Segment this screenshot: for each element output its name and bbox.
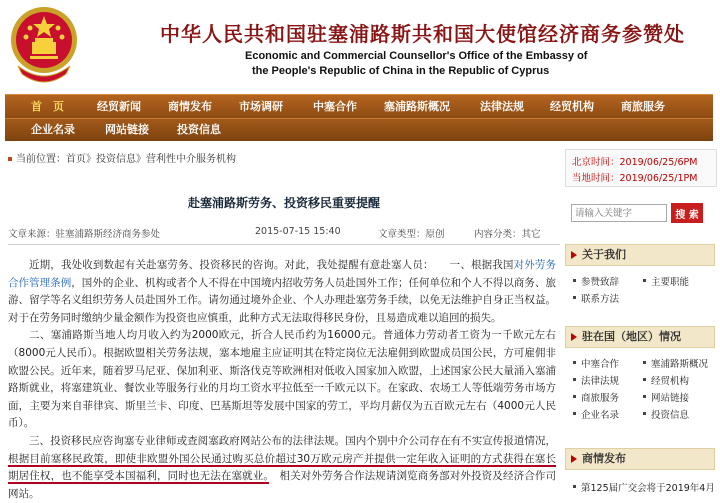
dot-icon	[573, 395, 576, 398]
dot-icon	[573, 296, 576, 299]
p3-highlighted-text: 根据目前塞移民政策，即使非欧盟外国公民通过购买总价超过30万欧元房产并提供一定年收入证明的方式获得在塞长期居住权，也不能享受本国福利，同时也无法在塞就业。	[8, 452, 556, 483]
p3-text-b: 相关对外劳务合作法规请浏览商务部对外投资及经济合作司网站。	[8, 470, 557, 500]
resident-title: 驻在国（地区）情况	[582, 330, 681, 343]
about-link-label: 参赞致辞	[581, 277, 620, 288]
about-link-counsellor[interactable]	[573, 274, 619, 288]
news-panel-header	[565, 448, 715, 470]
article-type: 文章类型：原创	[378, 229, 445, 240]
nav-market-research[interactable]: 市场调研	[239, 100, 283, 113]
resident-link-label: 法律法规	[581, 376, 620, 387]
article-body	[8, 257, 556, 503]
dot-icon	[573, 378, 576, 381]
article-source: 文章来源：驻塞浦路斯经济商务参处	[8, 229, 161, 240]
news-item[interactable]	[573, 480, 715, 494]
search-input[interactable]	[571, 204, 667, 222]
article-category: 内容分类：其它	[474, 229, 541, 240]
resident-link-cooperation[interactable]	[573, 356, 619, 370]
dot-icon	[573, 412, 576, 415]
nav-investment-info[interactable]: 投资信息	[177, 123, 221, 136]
news-item-label: 第125届广交会将于2019年4月	[581, 483, 715, 494]
resident-link-label: 网站链接	[651, 393, 690, 404]
dot-icon	[643, 361, 646, 364]
nav-cooperation[interactable]: 中塞合作	[313, 100, 357, 113]
resident-link-label: 经贸机构	[651, 376, 690, 387]
about-link-functions[interactable]	[643, 274, 689, 288]
breadcrumb	[8, 150, 236, 165]
meta-divider	[8, 244, 560, 245]
nav-company-directory[interactable]: 企业名录	[31, 123, 75, 136]
p1-text-a: 近期，我处收到数起有关赴塞劳务、投资移民的咨询。对此，我处提醒有意赴塞人员： 一、根据我国	[29, 259, 514, 271]
beijing-time: 北京时间：2019/06/25/6PM	[572, 157, 698, 168]
article-title: 赴塞浦路斯劳务、投资移民重要提醒	[187, 196, 380, 210]
right-sidebar	[565, 146, 715, 500]
nav-trade-news[interactable]: 经贸新闻	[97, 100, 141, 113]
about-link-label: 主要职能	[651, 277, 690, 288]
resident-link-label: 商旅服务	[581, 393, 620, 404]
arrow-bullet-icon	[571, 455, 577, 463]
resident-link-directory[interactable]	[573, 407, 619, 421]
about-link-label: 联系方法	[581, 294, 620, 305]
nav-business-info[interactable]: 商情发布	[168, 100, 212, 113]
nav-home[interactable]: 首 页	[31, 100, 64, 113]
main-nav-row2	[5, 118, 713, 141]
resident-link-label: 企业名录	[581, 410, 620, 421]
article-paragraph-2: 二、塞浦路斯当地人均月收入约为2000欧元，折合人民币约为16000元。普通体力劳动者工资为一千欧元左右（8000元人民币）。根据欧盟相关劳务法规，塞本地雇主应证明其在特定岗位无法雇佣到欧盟成员国公民，方可雇佣非欧盟公民。近年来，随着罗马尼亚、保加利亚、斯洛伐克等欧洲相对低收入国家加入欧盟，上述国家公民大量涌入塞浦路斯就业，将塞建筑业、餐饮业等服务行业的月均工资水平拉低至一千欧元以下。在家政、农场工人等低端劳务市场方面，主要为来自菲律宾、斯里兰卡、印度、巴基斯坦等发展中国家的劳工，平均月薪仅为五百欧元左右（4000元人民币）。	[8, 329, 556, 430]
site-header	[0, 0, 720, 92]
search-button[interactable]: 搜 索	[671, 203, 703, 223]
article-main	[8, 168, 560, 500]
dot-icon	[573, 279, 576, 282]
dot-icon	[573, 485, 576, 488]
dot-icon	[573, 361, 576, 364]
nav-travel-services[interactable]: 商旅服务	[621, 100, 665, 113]
arrow-bullet-icon	[571, 333, 577, 341]
nav-cyprus-overview[interactable]: 塞浦路斯概况	[384, 100, 450, 113]
dot-icon	[643, 395, 646, 398]
resident-panel-header	[565, 326, 715, 348]
news-title: 商情发布	[582, 452, 626, 465]
arrow-bullet-icon	[571, 251, 577, 259]
article-paragraph-3	[8, 433, 556, 503]
about-title: 关于我们	[582, 248, 626, 261]
nav-site-links[interactable]: 网站链接	[105, 123, 149, 136]
article-paragraph-1	[8, 257, 556, 327]
resident-link-label: 投资信息	[651, 410, 690, 421]
site-title-en-line1: Economic and Commercial Counsellor's Office of the Embassy of	[245, 50, 588, 62]
time-box	[565, 149, 717, 187]
resident-link-label: 中塞合作	[581, 359, 620, 370]
national-emblem-icon	[8, 4, 80, 88]
resident-link-agencies[interactable]	[643, 373, 689, 387]
nav-trade-agencies[interactable]: 经贸机构	[550, 100, 594, 113]
site-title-en-line2: the People's Republic of China in the Republic of Cyprus	[252, 65, 550, 77]
article-date: 2015-07-15 15:40	[255, 226, 341, 237]
about-panel-header	[565, 244, 715, 266]
main-nav-row1	[5, 94, 713, 119]
resident-link-sites[interactable]	[643, 390, 689, 404]
about-link-contact[interactable]	[573, 291, 619, 305]
dot-icon	[643, 279, 646, 282]
dot-icon	[643, 412, 646, 415]
local-time: 当地时间：2019/06/25/1PM	[572, 173, 698, 184]
breadcrumb-marker-icon	[8, 157, 12, 161]
regulation-link[interactable]: 对外劳务合作管理条例	[8, 259, 557, 289]
resident-link-travel[interactable]	[573, 390, 619, 404]
nav-laws[interactable]: 法律法规	[480, 100, 524, 113]
resident-link-investment[interactable]	[643, 407, 689, 421]
p1-text-b: ，国外的企业、机构或者个人不得在中国境内招收劳务人员赴国外工作；任何单位和个人不得以商务、旅游、留学等名义组织劳务人员赴国外工作。请勿通过境外企业、个人办理赴塞劳务手续，以免无法维护自身正当权益。对于在劳务同时缴纳少量金额作为投资也应慎重，此种方式无法取得移民身份，且易造成难以追回的损失。	[8, 276, 557, 324]
site-title-cn: 中华人民共和国驻塞浦路斯共和国大使馆经济商务参赞处	[160, 22, 685, 46]
resident-link-label: 塞浦路斯概况	[651, 359, 709, 370]
breadcrumb-text[interactable]: 当前位置：首页》投资信息》营利性中介服务机构	[16, 154, 236, 165]
p3-text-a: 三、投资移民应咨询塞专业律师或查阅塞政府网站公布的法律法规。国内个别中介公司存在有不实宣传报道情况，	[29, 434, 556, 447]
resident-link-laws[interactable]	[573, 373, 619, 387]
dot-icon	[643, 378, 646, 381]
resident-link-overview[interactable]	[643, 356, 708, 370]
